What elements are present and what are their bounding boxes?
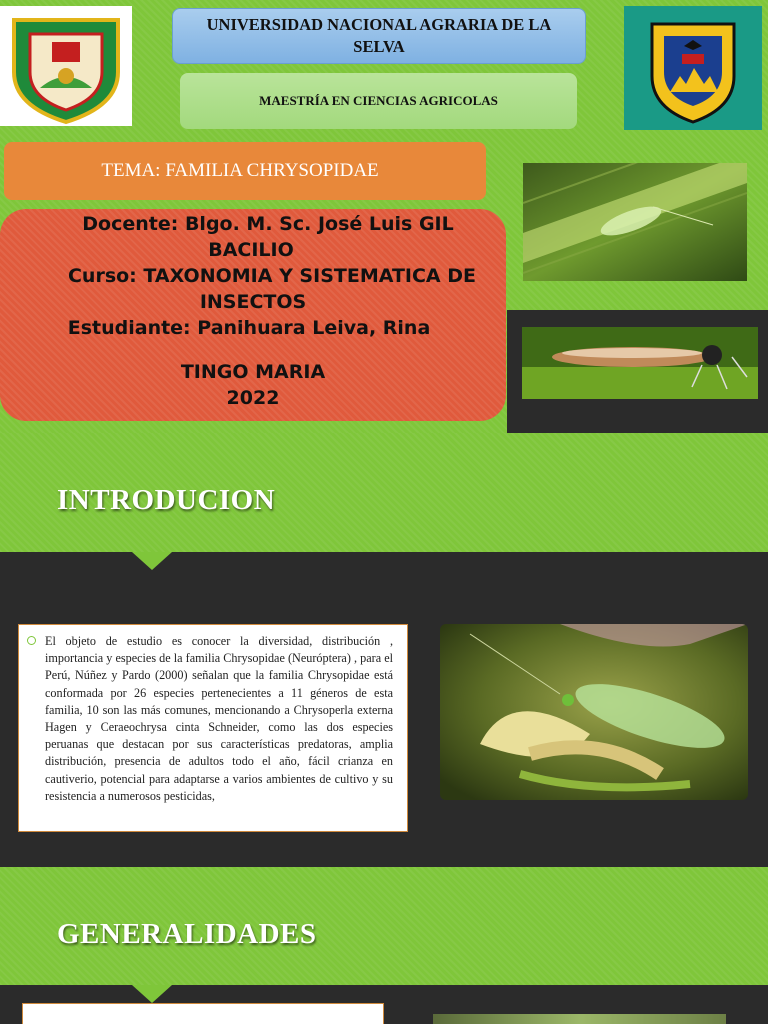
master-program-box xyxy=(180,73,577,129)
topic-box xyxy=(4,142,486,200)
info-teacher: Docente: Blgo. M. Sc. José Luis GIL xyxy=(82,213,454,235)
university-logo xyxy=(0,6,132,126)
lacewing-leaf-image xyxy=(523,163,747,281)
introduction-title: INTRODUCION xyxy=(57,484,276,516)
university-name-box xyxy=(172,8,586,64)
lacewing-on-flower-photo xyxy=(440,624,748,800)
university-crest-icon xyxy=(0,6,132,126)
posgrado-crest-icon xyxy=(624,6,762,130)
info-teacher-cont: BACILIO xyxy=(208,239,294,261)
lacewing-larva-photo xyxy=(522,327,758,399)
info-course: Curso: TAXONOMIA Y SISTEMATICA DE xyxy=(67,265,476,287)
posgrado-logo xyxy=(624,6,762,130)
introduction-notch xyxy=(132,552,172,570)
generalities-text-box xyxy=(22,1003,384,1024)
info-course-cont: INSECTOS xyxy=(199,291,307,313)
topic-title: TEMA: FAMILIA CHRYSOPIDAE xyxy=(101,160,379,181)
presentation-info-box xyxy=(0,209,506,421)
info-year: 2022 xyxy=(226,387,280,409)
introduction-paragraph: El objeto de estudio es conocer la diversidad, distribución , importancia y especies de la familia Chrysopidae (Neuróptera) , para el Perú, Núñez y Pardo (2000) señalan que la familia Chrysopidae está conformada por 26 especies pertenecientes a 11 géneros de esta familia, 10 son las más comunes, mencionando a Chrysoperla externa Hagen y Ceraeochrysa cinta Schneider, como las dos especies peruanas que destacan por sus características predatoras, amplia distribución, presencia de adultos todo el año, fácil crianza en cautiverio, potencial para adaptarse a varios ambientes de cultivo y su resistencia a numerosos pesticidas, xyxy=(45,634,393,803)
generalities-photo xyxy=(433,1014,726,1024)
info-city: TINGO MARIA xyxy=(180,361,326,383)
info-student: Estudiante: Panihuara Leiva, Rina xyxy=(67,317,431,339)
lacewing-adult-photo xyxy=(523,163,747,281)
lacewing-larva-image xyxy=(522,327,758,399)
generalities-title: GENERALIDADES xyxy=(57,918,317,950)
bullet-circle-icon xyxy=(27,636,36,645)
lacewing-flower-image xyxy=(440,624,748,800)
generalities-notch xyxy=(132,985,172,1003)
master-program-name: MAESTRÍA EN CIENCIAS AGRICOLAS xyxy=(259,93,498,108)
introduction-text-box xyxy=(18,624,408,832)
university-name: UNIVERSIDAD NACIONAL AGRARIA DE LA SELVA xyxy=(206,15,552,56)
